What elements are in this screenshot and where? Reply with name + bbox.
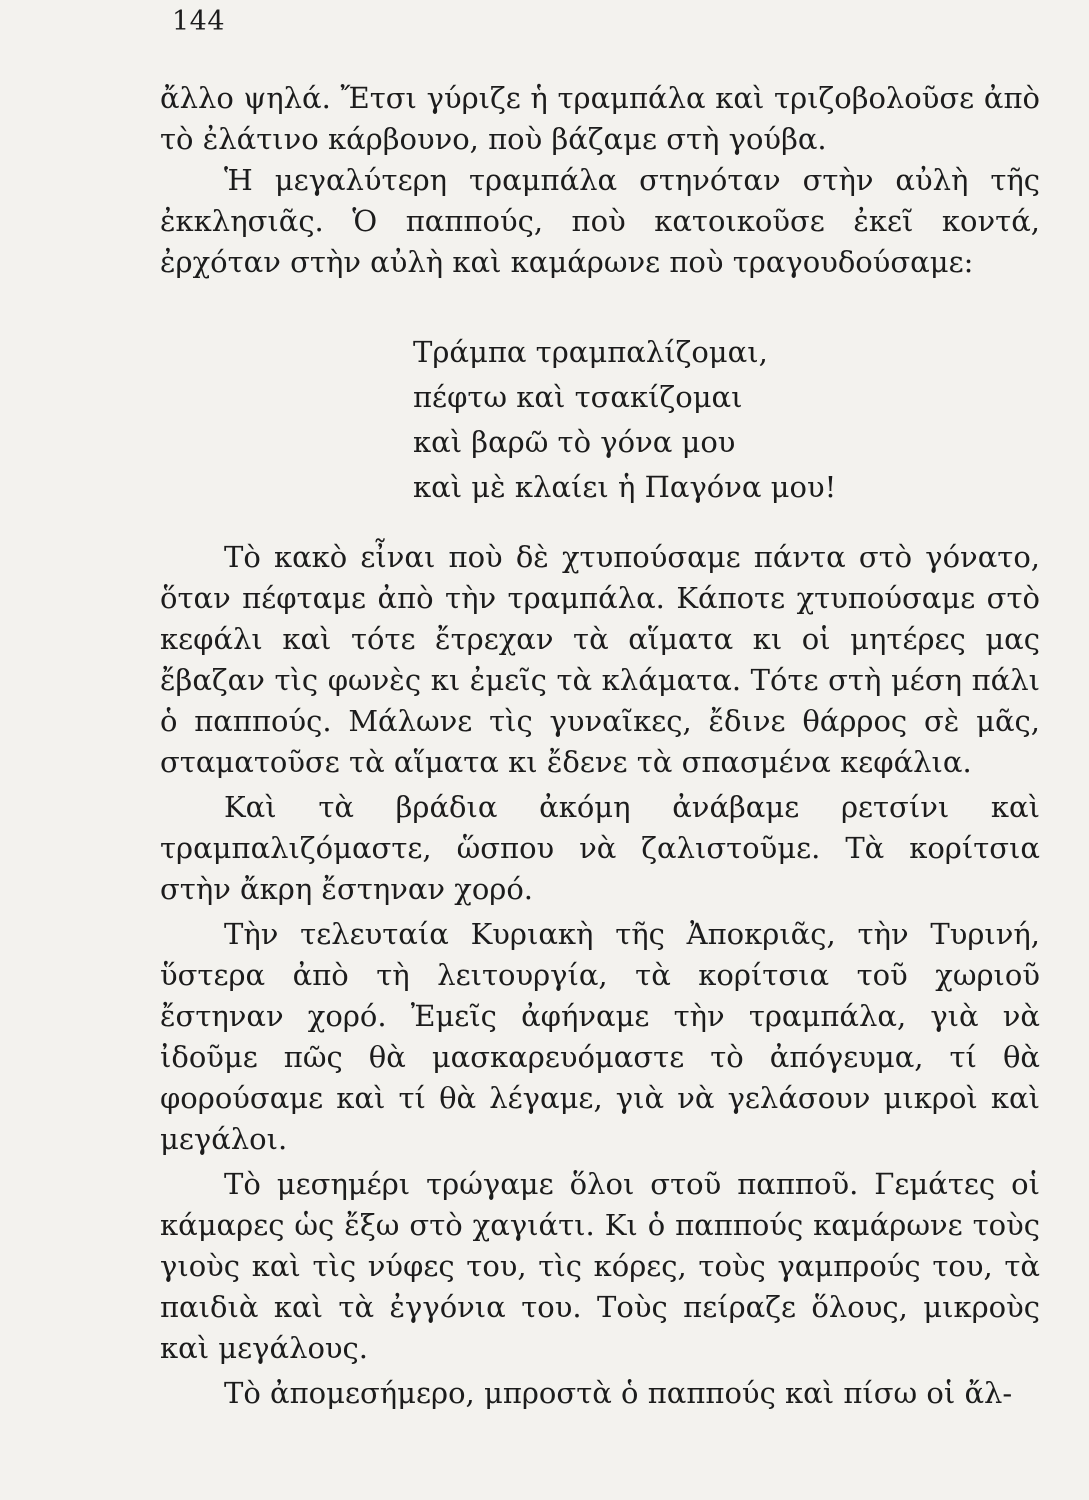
paragraph: Καὶ τὰ βράδια ἀκόμη ἀνάβαμε ρετσίνι καὶ τραμπαλιζόμαστε, ὥσπου νὰ ζαλιστοῦμε. Τὰ κορίτσια στὴν ἄκρη ἔστηναν χορό. — [160, 790, 1040, 906]
paragraph: Ἡ μεγαλύτερη τραμπάλα στηνόταν στὴν αὐλὴ τῆς ἐκκλησιᾶς. Ὁ παππούς, ποὺ κατοικοῦσε ἐκεῖ κοντά, ἐρχόταν στὴν αὐλὴ καὶ καμάρωνε ποὺ τραγουδούσαμε: — [160, 163, 1040, 279]
prose-before-poem — [160, 78, 1040, 283]
poem-line: πέφτω καὶ τσακίζομαι — [413, 380, 743, 414]
paragraph: Τὸ ἀπομεσήμερο, μπροστὰ ὁ παππούς καὶ πίσω οἱ ἄλ- — [224, 1376, 1013, 1410]
poem-line: καὶ βαρῶ τὸ γόνα μου — [413, 425, 736, 459]
poem-line: καὶ μὲ κλαίει ἡ Παγόνα μου! — [413, 470, 837, 504]
page-number: 144 — [172, 6, 226, 37]
paragraph: Τὸ μεσημέρι τρώγαμε ὅλοι στοῦ παπποῦ. Γεμάτες οἱ κάμαρες ὡς ἔξω στὸ χαγιάτι. Κι ὁ παππούς καμάρωνε τοὺς γιοὺς καὶ τὶς νύφες του, τὶς κόρες, τοὺς γαμπρούς του, τὰ παιδιὰ καὶ τὰ ἐγγόνια του. Τοὺς πείραζε ὅλους, μικροὺς καὶ μεγάλους. — [160, 1167, 1040, 1365]
poem-line: Τράμπα τραμπαλίζομαι, — [413, 335, 768, 369]
prose-after-poem — [160, 537, 1040, 1414]
poem — [413, 330, 836, 510]
paragraph: Τὴν τελευταία Κυριακὴ τῆς Ἀποκριᾶς, τὴν Τυρινή, ὕστερα ἀπὸ τὴ λειτουργία, τὰ κορίτσια τοῦ χωριοῦ ἔστηναν χορό. Ἐμεῖς ἀφήναμε τὴν τραμπάλα, γιὰ νὰ ἰδοῦμε πῶς θὰ μασκαρευόμαστε τὸ ἀπόγευμα, τί θὰ φορούσαμε καὶ τί θὰ λέγαμε, γιὰ νὰ γελάσουν μικροὶ καὶ μεγάλοι. — [160, 917, 1040, 1156]
paragraph: Τὸ κακὸ εἶναι ποὺ δὲ χτυπούσαμε πάντα στὸ γόνατο, ὅταν πέφταμε ἀπὸ τὴν τραμπάλα. Κάποτε χτυπούσαμε στὸ κεφάλι καὶ τότε ἔτρεχαν τὰ αἵματα κι οἱ μητέρες μας ἔβαζαν τὶς φωνὲς κι ἐμεῖς τὰ κλάματα. Τότε στὴ μέση πάλι ὁ παππούς. Μάλωνε τὶς γυναῖκες, ἔδινε θάρρος σὲ μᾶς, σταματοῦσε τὰ αἵματα κι ἔδενε τὰ σπασμένα κεφάλια. — [160, 540, 1040, 779]
paragraph: ἄλλο ψηλά. Ἔτσι γύριζε ἡ τραμπάλα καὶ τριζοβολοῦσε ἀπὸ τὸ ἐλάτινο κάρβουνο, ποὺ βάζαμε στὴ γούβα. — [160, 81, 1040, 156]
